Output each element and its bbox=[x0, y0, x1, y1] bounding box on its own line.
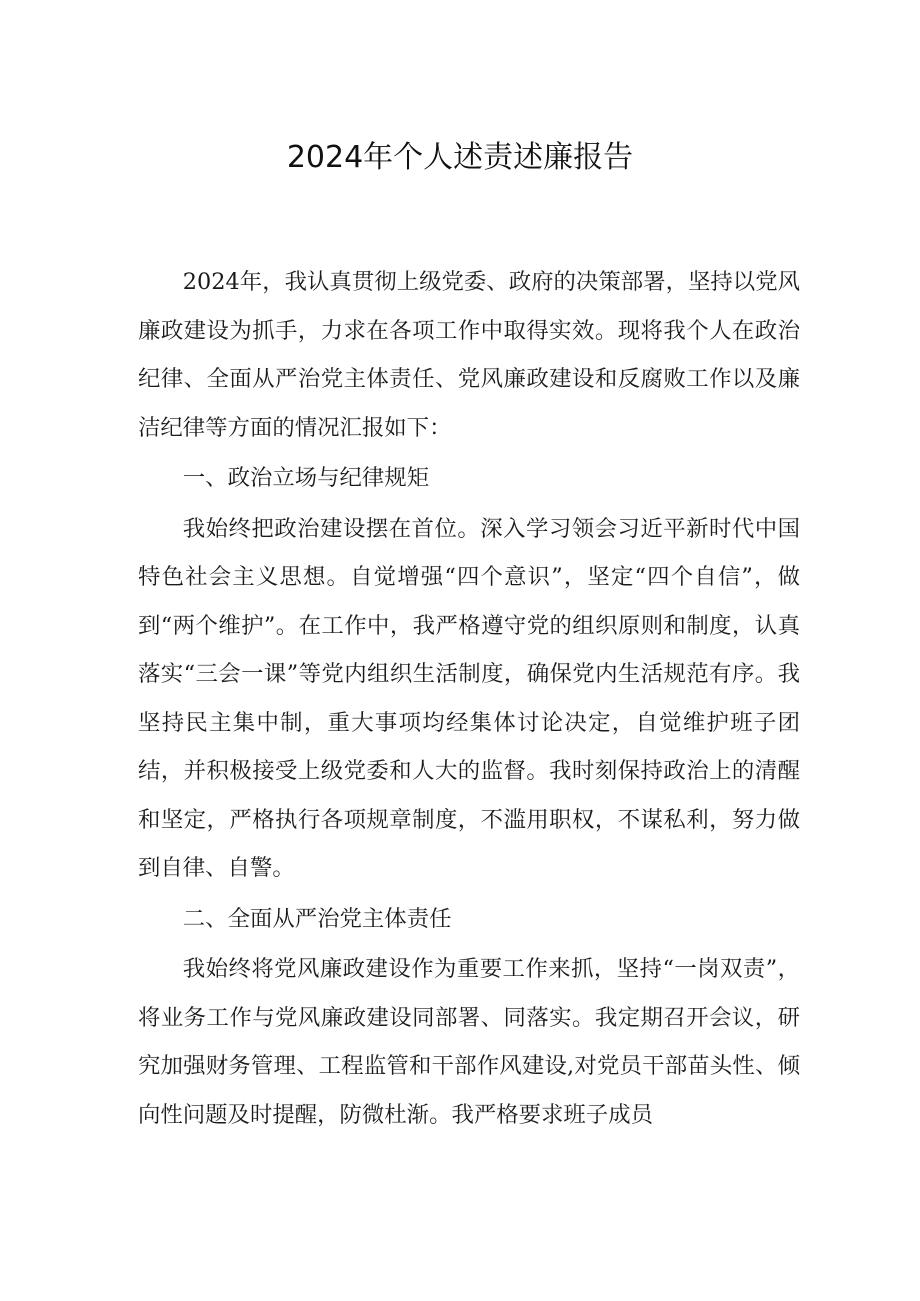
intro-paragraph: 2024年，我认真贯彻上级党委、政府的决策部署，坚持以党风廉政建设为抓手，力求在各项工作中取得实效。现将我个人在政治纪律、全面从严治党主体责任、党风廉政建设和反腐败工作以及廉洁纪律等方面的情况汇报如下： bbox=[138, 269, 800, 441]
document-body bbox=[138, 258, 800, 1141]
section-2-paragraph: 我始终将党风廉政建设作为重要工作来抓，坚持“一岗双责”，将业务工作与党风廉政建设同部署、同落实。我定期召开会议，研究加强财务管理、工程监管和干部作风建设,对党员干部苗头性、倾向性问题及时提醒，防微杜渐。我严格要求班子成员 bbox=[138, 956, 800, 1128]
section-1-paragraph: 我始终把政治建设摆在首位。深入学习领会习近平新时代中国特色社会主义思想。自觉增强“四个意识”，坚定“四个自信”，做到“两个维护”。在工作中，我严格遵守党的组织原则和制度，认真落实“三会一课”等党内组织生活制度，确保党内生活规范有序。我坚持民主集中制，重大事项均经集体讨论决定，自觉维护班子团结，并积极接受上级党委和人大的监督。我时刻保持政治上的清醒和坚定，严格执行各项规章制度，不滥用职权，不谋私利，努力做到自律、自警。 bbox=[138, 515, 800, 881]
section-heading-2: 二、全面从严治党主体责任 bbox=[182, 905, 452, 932]
section-heading-1: 一、政治立场与纪律规矩 bbox=[182, 465, 430, 491]
document-title: 2024年个人述责述廉报告 bbox=[286, 140, 634, 175]
